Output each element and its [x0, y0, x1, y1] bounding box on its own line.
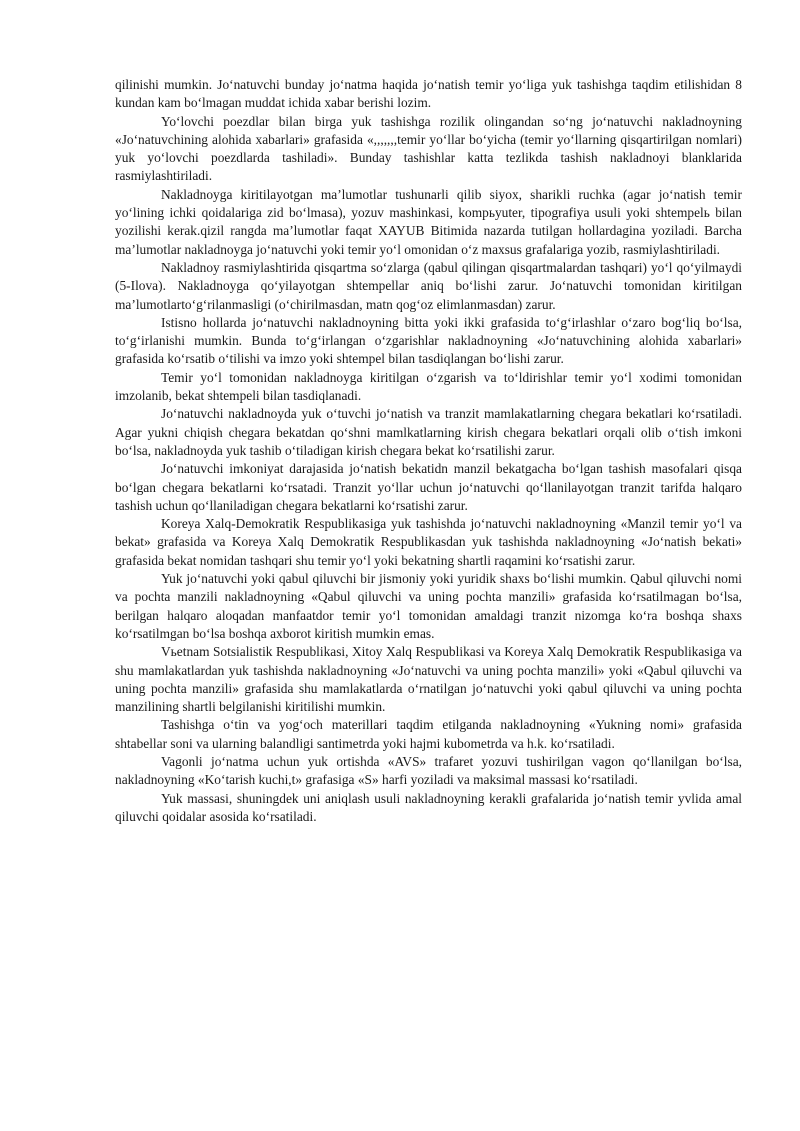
paragraph: qilinishi mumkin. Jo‘natuvchi bunday jo‘natma haqida jo‘natish temir yo‘liga yuk tashishga taqdim etilishidan 8 kundan kam bo‘lmagan muddat ichida xabar berishi lozim.: [115, 77, 742, 111]
paragraph: Nakladnoyga kiritilayotgan ma’lumotlar tushunarli qilib siyox, sharikli ruchka (agar jo‘natish temir yo‘lining ichki qoidalariga zid bo‘lmasa), yozuv mashinkasi, kompьyuter, tipografiya usuli yoki shtempelь bilan yozilishi kerak.qizil rangda ma’lumotlar faqat XAYUB Bitimida nazarda tutilgan hollardagina yoziladi. Barcha ma’lumotlar nakladnoyga jo‘natuvchi yoki temir yo‘l omonidan o‘z maxsus grafalariga yozib, rasmiylashtiriladi.: [115, 186, 742, 257]
paragraph: Yuk massasi, shuningdek uni aniqlash usuli nakladnoyning kerakli grafalarida jo‘natish temir yvlida amal qiluvchi qoidalar asosida ko‘rsatiladi.: [115, 790, 742, 824]
paragraph: Istisno hollarda jo‘natuvchi nakladnoyning bitta yoki ikki grafasida to‘g‘irlashlar o‘zaro bog‘liq bo‘lsa, to‘g‘irlanishi mumkin. Bunda to‘g‘irlangan o‘zgarishlar nakladnoyning «Jo‘natuvchining alohida xabarlari» grafasida ko‘rsatib o‘tilishi va imzo yoki shtempel bilan tasdiqlangan bo‘lishi zarur.: [115, 314, 742, 367]
paragraph: Yo‘lovchi poezdlar bilan birga yuk tashishga rozilik olingandan so‘ng jo‘natuvchi nakladnoyning «Jo‘natuvchining alohida xabarlari» grafasida «,,,,,,,temir yo‘llar bo‘yicha (temir yo‘llarning qisqartirilgan nomlari) yuk yo‘lovchi poezdlarda tashiladi». Bunday tashishlar katta tezlikda tashish nakladnoyi blanklarida rasmiylashtiriladi.: [115, 113, 742, 184]
paragraph: Tashishga o‘tin va yog‘och materillari taqdim etilganda nakladnoyning «Yukning nomi» grafasida shtabellar soni va ularning balandligi santimetrda yoki hajmi kubometrda va h.k. ko‘rsatiladi.: [115, 717, 742, 751]
paragraph: Jo‘natuvchi nakladnoyda yuk o‘tuvchi jo‘natish va tranzit mamlakatlarning chegara bekatlari ko‘rsatiladi. Agar yukni chiqish chegara bekatdan qo‘shni mamlkatlarning kirish chegara bekatlari orqali olib o‘tish imkoni bo‘lsa, nakladnoyda yuk tashib o‘tiladigan kirish chegara bekat ko‘rsatilishi zarur.: [115, 406, 742, 458]
paragraph: Jo‘natuvchi imkoniyat darajasida jo‘natish bekatidn manzil bekatgacha bo‘lgan tashish masofalari qisqa bo‘lgan chegara bekatlarni ko‘rsatadi. Tranzit yo‘llar uchun jo‘natuvchi qo‘llanilayotgan tranzit tarifda halqaro tashish uchun qo‘llaniladigan chegara bekatlarni ko‘rsatishi zarur.: [115, 461, 742, 513]
paragraph: Vьetnam Sotsialistik Respublikasi, Xitoy Xalq Respublikasi va Koreya Xalq Demokratik Respublikasiga va shu mamlakatlardan yuk tashishda nakladnoyning «Jo‘natuvchi va uning pochta manzili» yoki «Qabul qiluvchi va uning pochta manzili» grafasida shu mamlakatlarda o‘rnatilgan jo‘natuvchi yoki qabul qiluvchi va uning pochta manzilining shartli belgilanishi kiritilishi mumkin.: [115, 644, 742, 715]
paragraph: Yuk jo‘natuvchi yoki qabul qiluvchi bir jismoniy yoki yuridik shaxs bo‘lishi mumkin. Qabul qiluvchi nomi va pochta manzili nakladnoyning «Qabul qiluvchi va uning pochta manzili» grafasida ko‘rsatilmagan bo‘lsa, berilgan halqaro aloqadan manfaatdor temir yo‘l tomonidan amaldagi tranzit nizomga ko‘ra boshqa shaxs ko‘rsatilmgan bo‘lsa boshqa axborot kiritish mumkin emas.: [115, 571, 742, 641]
paragraph: Koreya Xalq-Demokratik Respublikasiga yuk tashishda jo‘natuvchi nakladnoyning «Manzil temir yo‘l va bekat» grafasida va Koreya Xalq Demokratik Respublikasdan yuk tashishda nakladnoyning «Jo‘natish bekati» grafasida bekat nomidan tashqari shu temir yo‘l yoki bekatning shartli raqamini ko‘rsatishi zarur.: [115, 516, 742, 568]
paragraph: Vagonli jo‘natma uchun yuk ortishda «AVS» trafaret yozuvi tushirilgan vagon qo‘llanilgan bo‘lsa, nakladnoyning «Ko‘tarish kuchi,t» grafasiga «S» harfi yoziladi va maksimal massasi ko‘rsatiladi.: [115, 753, 742, 788]
paragraph: Nakladnoy rasmiylashtirida qisqartma so‘zlarga (qabul qilingan qisqartmalardan tashqari) yo‘l qo‘yilmaydi (5-Ilova). Nakladnoyga qo‘yilayotgan shtempellar aniq bo‘lishi zarur. Jo‘natuvchi tomonidan kiritilgan ma’lumotlarto‘g‘rilanmasligi (o‘chirilmasdan, matn qog‘oz elimlanmasdan) zarur.: [115, 259, 742, 312]
document-page: [115, 76, 742, 826]
paragraph: Temir yo‘l tomonidan nakladnoyga kiritilgan o‘zgarish va to‘ldirishlar temir yo‘l xodimi tomonidan imzolanib, bekat shtempeli bilan tasdiqlanadi.: [115, 369, 742, 404]
